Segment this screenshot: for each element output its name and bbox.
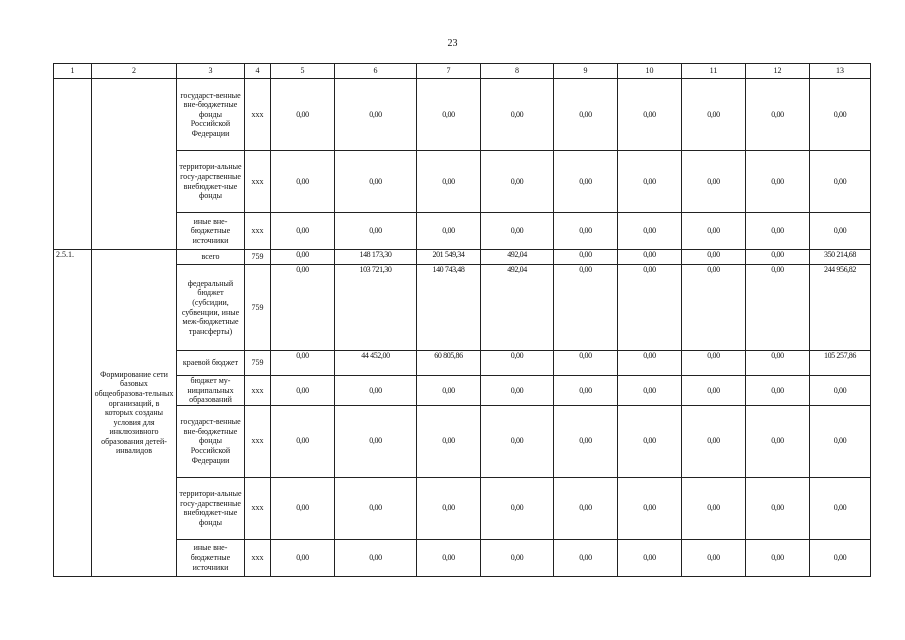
value-cell: 0,00 (746, 376, 810, 406)
code-cell: 759 (245, 250, 271, 265)
value-cell: 0,00 (271, 405, 335, 477)
value-cell: 0,00 (554, 351, 618, 376)
value-cell: 0,00 (417, 79, 481, 151)
column-header: 11 (682, 64, 746, 79)
value-cell: 0,00 (746, 351, 810, 376)
value-cell: 0,00 (618, 539, 682, 576)
value-cell: 0,00 (417, 151, 481, 213)
funding-source-cell: федеральный бюджет (субсидии, субвенции, иные меж-бюджетные трансферты) (177, 265, 245, 351)
value-cell: 0,00 (746, 265, 810, 351)
value-cell: 44 452,00 (335, 351, 417, 376)
value-cell: 0,00 (618, 405, 682, 477)
value-cell: 0,00 (746, 151, 810, 213)
value-cell: 0,00 (481, 213, 554, 250)
funding-source-cell: краевой бюджет (177, 351, 245, 376)
value-cell: 0,00 (417, 213, 481, 250)
table-row (54, 151, 871, 213)
value-cell: 0,00 (417, 539, 481, 576)
value-cell: 244 956,82 (810, 265, 871, 351)
value-cell: 0,00 (810, 376, 871, 406)
value-cell: 0,00 (554, 477, 618, 539)
value-cell: 0,00 (746, 477, 810, 539)
value-cell: 0,00 (335, 376, 417, 406)
column-header: 12 (746, 64, 810, 79)
column-header: 13 (810, 64, 871, 79)
code-cell: ххх (245, 79, 271, 151)
table-row (54, 351, 871, 376)
value-cell: 0,00 (335, 477, 417, 539)
value-cell: 0,00 (481, 79, 554, 151)
value-cell: 0,00 (618, 351, 682, 376)
value-cell: 0,00 (481, 405, 554, 477)
value-cell: 0,00 (618, 151, 682, 213)
value-cell: 0,00 (271, 477, 335, 539)
table-row (54, 539, 871, 576)
value-cell: 0,00 (335, 151, 417, 213)
empty-name-cell (92, 79, 177, 250)
value-cell: 0,00 (746, 213, 810, 250)
column-header: 2 (92, 64, 177, 79)
value-cell: 0,00 (810, 477, 871, 539)
code-cell: 759 (245, 265, 271, 351)
column-header: 1 (54, 64, 92, 79)
value-cell: 0,00 (271, 351, 335, 376)
value-cell: 0,00 (618, 79, 682, 151)
funding-source-cell: государст-венные вне-бюджетные фонды Российской Федерации (177, 405, 245, 477)
empty-number-cell (54, 79, 92, 250)
code-cell: ххх (245, 405, 271, 477)
value-cell: 0,00 (481, 477, 554, 539)
value-cell: 0,00 (810, 213, 871, 250)
value-cell: 0,00 (746, 79, 810, 151)
value-cell: 0,00 (618, 213, 682, 250)
value-cell: 0,00 (417, 477, 481, 539)
value-cell: 0,00 (481, 539, 554, 576)
value-cell: 492,04 (481, 265, 554, 351)
table-row (54, 250, 871, 265)
table-body (54, 64, 871, 577)
table-row (54, 477, 871, 539)
value-cell: 0,00 (554, 265, 618, 351)
value-cell: 0,00 (810, 539, 871, 576)
column-header: 6 (335, 64, 417, 79)
value-cell: 0,00 (618, 250, 682, 265)
column-header: 10 (618, 64, 682, 79)
value-cell: 0,00 (682, 151, 746, 213)
value-cell: 0,00 (682, 351, 746, 376)
value-cell: 0,00 (554, 539, 618, 576)
table-row (54, 265, 871, 351)
value-cell: 350 214,68 (810, 250, 871, 265)
value-cell: 0,00 (335, 539, 417, 576)
value-cell: 0,00 (682, 539, 746, 576)
value-cell: 0,00 (481, 351, 554, 376)
value-cell: 0,00 (618, 477, 682, 539)
code-cell: ххх (245, 213, 271, 250)
column-header: 9 (554, 64, 618, 79)
column-header: 5 (271, 64, 335, 79)
value-cell: 0,00 (810, 405, 871, 477)
funding-source-cell: иные вне-бюджетные источники (177, 213, 245, 250)
funding-source-cell: государст-венные вне-бюджетные фонды Российской Федерации (177, 79, 245, 151)
value-cell: 0,00 (746, 250, 810, 265)
budget-table (53, 63, 871, 577)
value-cell: 0,00 (682, 405, 746, 477)
value-cell: 0,00 (271, 79, 335, 151)
value-cell: 0,00 (618, 265, 682, 351)
value-cell: 103 721,30 (335, 265, 417, 351)
value-cell: 0,00 (746, 539, 810, 576)
value-cell: 0,00 (417, 405, 481, 477)
funding-source-cell: всего (177, 250, 245, 265)
value-cell: 148 173,30 (335, 250, 417, 265)
value-cell: 0,00 (682, 477, 746, 539)
value-cell: 105 257,86 (810, 351, 871, 376)
value-cell: 0,00 (417, 376, 481, 406)
value-cell: 0,00 (271, 539, 335, 576)
value-cell: 0,00 (682, 79, 746, 151)
value-cell: 0,00 (554, 376, 618, 406)
value-cell: 0,00 (554, 151, 618, 213)
value-cell: 0,00 (271, 151, 335, 213)
code-cell: ххх (245, 376, 271, 406)
table-row (54, 405, 871, 477)
value-cell: 0,00 (481, 151, 554, 213)
value-cell: 0,00 (618, 376, 682, 406)
value-cell: 0,00 (271, 213, 335, 250)
value-cell: 0,00 (554, 405, 618, 477)
code-cell: ххх (245, 477, 271, 539)
funding-source-cell: иные вне-бюджетные источники (177, 539, 245, 576)
value-cell: 0,00 (554, 213, 618, 250)
value-cell: 0,00 (554, 250, 618, 265)
column-number-row (54, 64, 871, 79)
value-cell: 0,00 (810, 151, 871, 213)
funding-source-cell: территори-альные госу-дарственные внебюджет-ные фонды (177, 477, 245, 539)
funding-source-cell: территори-альные госу-дарственные внебюджет-ные фонды (177, 151, 245, 213)
value-cell: 0,00 (335, 405, 417, 477)
value-cell: 0,00 (682, 213, 746, 250)
code-cell: ххх (245, 539, 271, 576)
table-row (54, 213, 871, 250)
value-cell: 0,00 (335, 79, 417, 151)
column-header: 7 (417, 64, 481, 79)
value-cell: 492,04 (481, 250, 554, 265)
value-cell: 0,00 (271, 376, 335, 406)
code-cell: ххх (245, 151, 271, 213)
value-cell: 0,00 (554, 79, 618, 151)
value-cell: 0,00 (682, 376, 746, 406)
column-header: 8 (481, 64, 554, 79)
section-name-cell: Формирование сети базовых общеобразова-тельных организаций, в которых созданы условия для инклюзивного образования детей-инвалидов (92, 250, 177, 577)
code-cell: 759 (245, 351, 271, 376)
funding-source-cell: бюджет му-ниципальных образований (177, 376, 245, 406)
value-cell: 0,00 (335, 213, 417, 250)
value-cell: 140 743,48 (417, 265, 481, 351)
value-cell: 0,00 (682, 250, 746, 265)
value-cell: 0,00 (271, 265, 335, 351)
table-row (54, 79, 871, 151)
value-cell: 0,00 (682, 265, 746, 351)
table-row (54, 376, 871, 406)
value-cell: 0,00 (746, 405, 810, 477)
column-header: 3 (177, 64, 245, 79)
value-cell: 60 805,86 (417, 351, 481, 376)
page-number: 23 (447, 38, 458, 49)
value-cell: 0,00 (271, 250, 335, 265)
section-number-cell: 2.5.1. (54, 250, 92, 577)
value-cell: 0,00 (481, 376, 554, 406)
value-cell: 0,00 (810, 79, 871, 151)
column-header: 4 (245, 64, 271, 79)
value-cell: 201 549,34 (417, 250, 481, 265)
